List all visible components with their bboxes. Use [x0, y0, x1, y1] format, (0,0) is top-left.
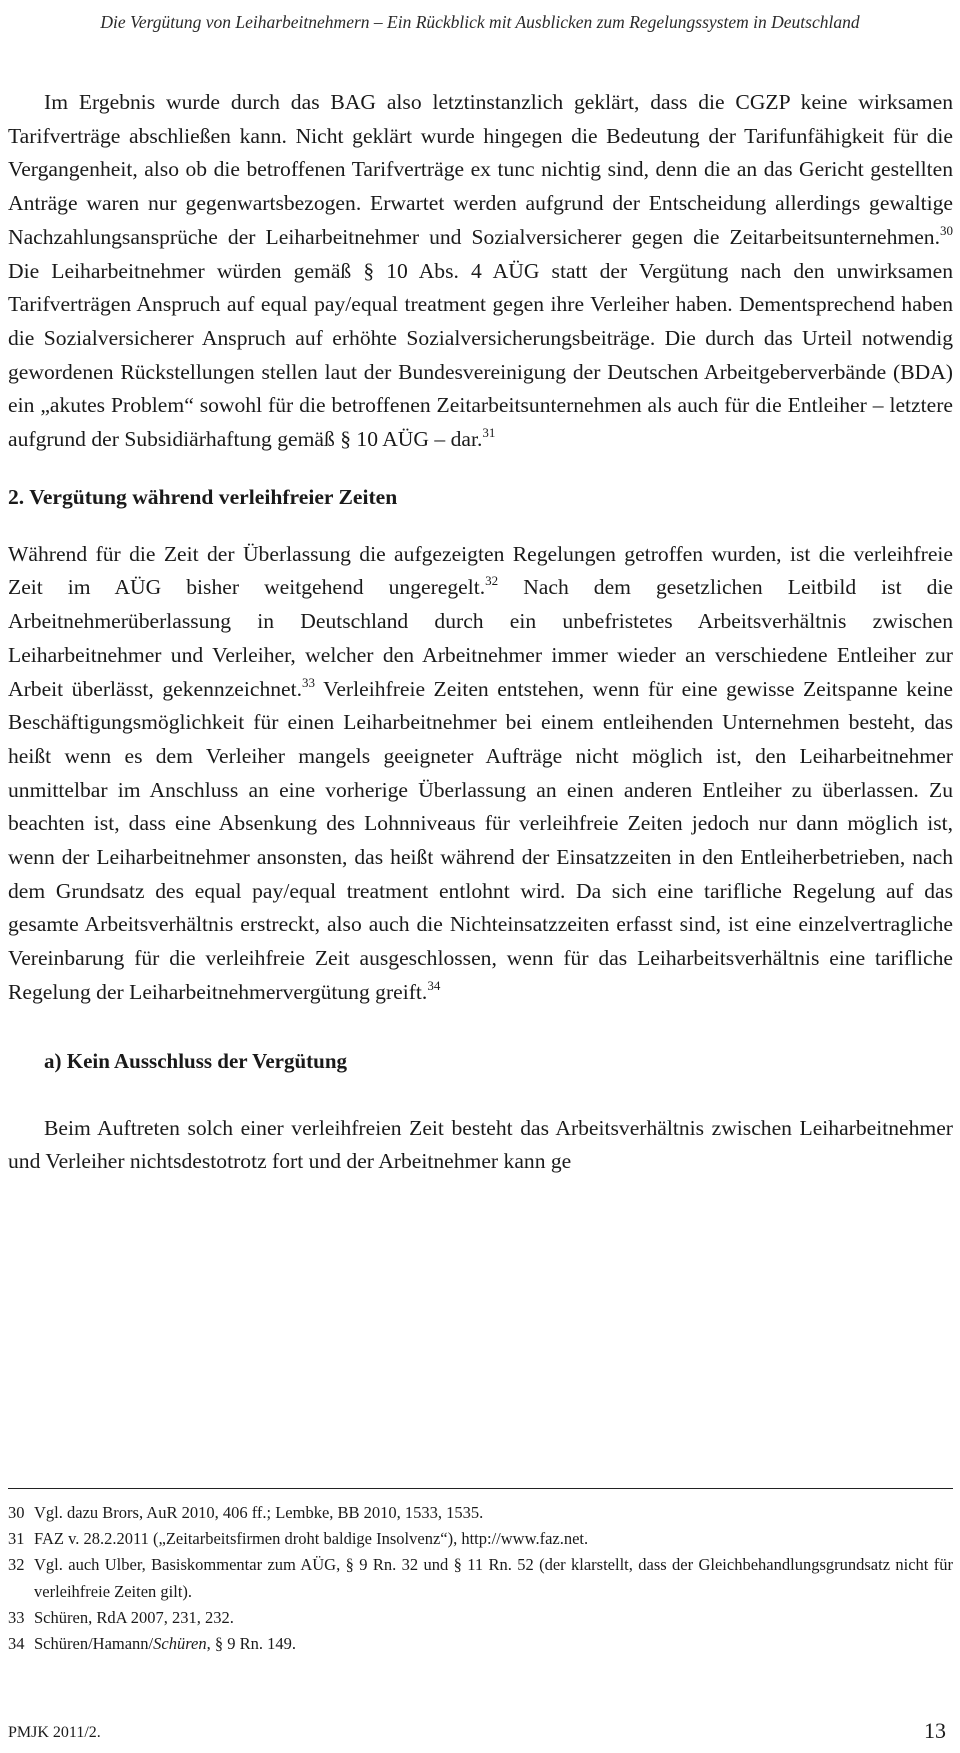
paragraph-3: Beim Auftreten solch einer verleihfreien Zeit besteht das Arbeitsverhältnis zwischen Leiharbeitnehmer und Verleiher nichtsdestotrotz fort und der Arbeitnehmer kann ge	[8, 1115, 953, 1174]
footnote-number: 34	[8, 1634, 25, 1654]
paragraph-1-part-a: Im Ergebnis wurde durch das BAG also letztinstanzlich geklärt, dass die CGZP keine wirksamen Tarifverträge abschließen kann. Nicht geklärt wurde hingegen die Bedeutung der Tarifunfähigkeit für die Vergangenheit, also ob die betroffenen Tarifverträge ex tunc nichtig sind, denn die an das Gericht gestellten Anträge waren nur gegenwartsbezogen. Erwartet werden aufgrund der Entscheidung allerdings gewaltige Nachzahlungsansprüche der Leiharbeitnehmer und Sozialversicherer gegen die Zeitarbeitsunternehmen.	[8, 90, 953, 249]
footnote-ref-34[interactable]: 34	[427, 977, 441, 993]
footnote-text: Schüren, RdA 2007, 231, 232.	[34, 1607, 234, 1627]
footnote-34	[8, 1631, 953, 1657]
footnote-text: Vgl. auch Ulber, Basiskommentar zum AÜG, § 9 Rn. 32 und § 11 Rn. 52 (der klarstellt, dass der Gleichbehandlungsgrundsatz nicht für verleihfreie Zeiten gilt).	[34, 1555, 953, 1601]
running-header: Die Vergütung von Leiharbeitnehmern – Ein Rückblick mit Ausblicken zum Regelungssystem in Deutschland	[100, 12, 860, 32]
journal-citation: PMJK 2011/2.	[8, 1724, 101, 1741]
footnote-number: 32	[8, 1555, 25, 1575]
footnote-ref-33[interactable]: 33	[302, 674, 316, 690]
footnote-30	[8, 1500, 953, 1526]
footnote-number: 31	[8, 1529, 25, 1549]
footnote-31	[8, 1526, 953, 1552]
footnote-ref-31[interactable]: 31	[482, 425, 496, 441]
paragraph-2-part-c: Verleihfreie Zeiten entstehen, wenn für eine gewisse Zeitspanne keine Beschäftigungsmöglichkeit für einen Leiharbeitnehmer bei einem entleihenden Unternehmen besteht, das heißt wenn es dem Verleiher mangels geeigneter Aufträge nicht möglich ist, den Leiharbeitnehmer unmittelbar im Anschluss an eine vorherige Überlassung an einen anderen Entleiher zu überlassen. Zu beachten ist, dass eine Absenkung des Lohnniveaus für verleihfreie Zeiten jedoch nur dann möglich ist, wenn der Leiharbeitnehmer ansonsten, das heißt während der Einsatzzeiten in den Entleiherbetrieben, nach dem Grundsatz des equal pay/equal treatment entlohnt wird. Da sich eine tarifliche Regelung auf das gesamte Arbeitsverhältnis erstreckt, also auch die Nichteinsatzzeiten erfasst sind, ist eine einzelvertragliche Vereinbarung für die verleihfreie Zeit ausgeschlossen, wenn für das Leiharbeitsverhältnis eine tarifliche Regelung der Leiharbeitnehmervergütung greift.	[8, 676, 953, 1004]
subsection-heading: a) Kein Ausschluss der Vergütung	[44, 1048, 348, 1073]
footnote-text-b: , § 9 Rn. 149.	[206, 1634, 296, 1654]
footnote-text-a: Schüren/Hamann/	[34, 1634, 154, 1654]
page-footer	[0, 1718, 960, 1748]
paragraph-1	[8, 86, 953, 457]
section-heading: 2. Vergütung während verleihfreier Zeiten	[8, 484, 398, 509]
footnotes	[8, 1500, 953, 1657]
footnote-divider	[8, 1488, 953, 1489]
footnote-ref-30[interactable]: 30	[940, 222, 953, 238]
paragraph-2-part-a: Während für die Zeit der Überlassung die aufgezeigten Regelungen getroffen wurden, ist die verleihfreie Zeit im AÜG bisher weitgehend ungeregelt.	[8, 541, 953, 600]
paragraph-2	[8, 538, 953, 1010]
footnote-number: 33	[8, 1607, 25, 1627]
footnote-ref-32[interactable]: 32	[485, 573, 499, 589]
footnote-33	[8, 1605, 953, 1631]
footnote-number: 30	[8, 1503, 25, 1522]
footnote-text-italic: Schüren	[153, 1634, 207, 1654]
footnote-32	[8, 1552, 953, 1604]
footnote-text: Vgl. dazu Brors, AuR 2010, 406 ff.; Lembke, BB 2010, 1533, 1535.	[34, 1503, 484, 1522]
main-text	[8, 86, 953, 1179]
paragraph-2-part-b: Nach dem gesetzlichen Leitbild ist die Arbeitnehmerüberlassung in Deutschland durch ein unbefristetes Arbeitsverhältnis zwischen Leiharbeitnehmer und Verleiher, welcher den Arbeitnehmer immer wieder an verschiedene Entleiher zur Arbeit überlässt, gekennzeichnet.	[8, 575, 953, 701]
page-number: 13	[924, 1718, 946, 1743]
footnote-text: FAZ v. 28.2.2011 („Zeitarbeitsfirmen droht baldige Insolvenz“), http://www.faz.net.	[34, 1529, 589, 1549]
paragraph-1-part-b: Die Leiharbeitnehmer würden gemäß § 10 Abs. 4 AÜG statt der Vergütung nach den unwirksamen Tarifverträgen Anspruch auf equal pay/equal treatment gegen ihre Verleiher haben. Dementsprechend haben die Sozialversicherer Anspruch auf erhöhte Sozialversicherungsbeiträge. Die durch das Urteil notwendig gewordenen Rückstellungen stellen laut der Bundesvereinigung der Deutschen Arbeitgeberverbände (BDA) ein „akutes Problem“ sowohl für die betroffenen Zeitarbeitsunternehmen als auch für die Entleiher – letztere aufgrund der Subsidiärhaftung gemäß § 10 AÜG – dar.	[8, 258, 953, 452]
footnote-text	[34, 1631, 953, 1657]
